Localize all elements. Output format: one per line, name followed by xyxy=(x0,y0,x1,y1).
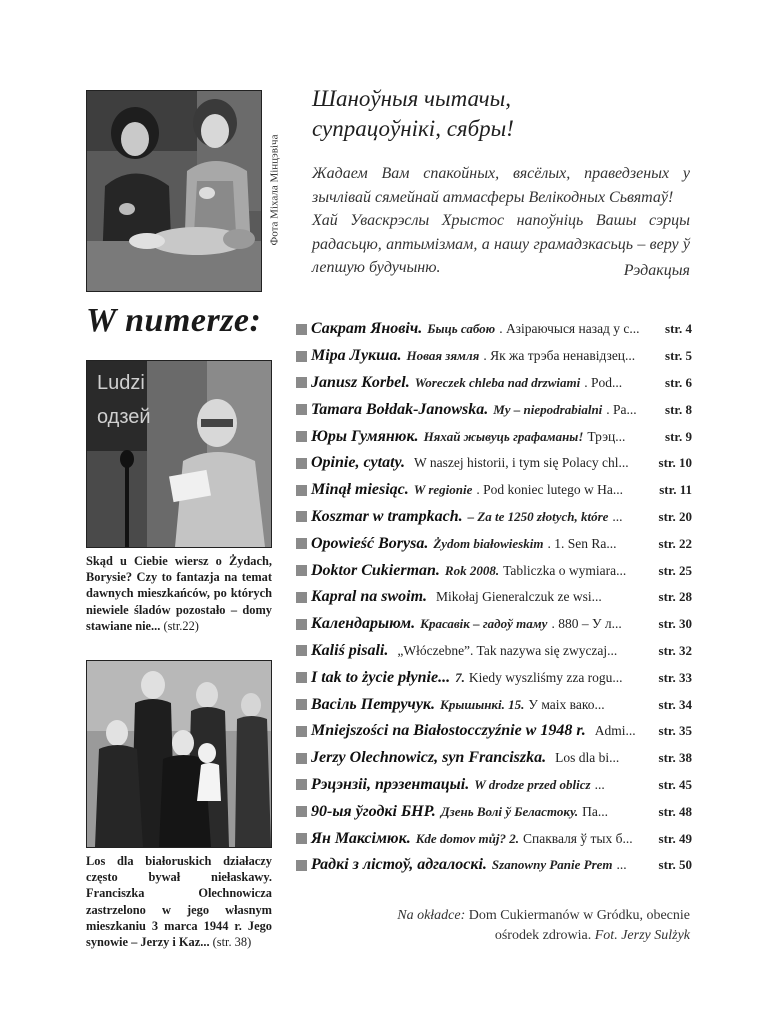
toc-entry-excerpt: У маіх вако... xyxy=(528,696,605,712)
cover-note-text: Dom Cukiermanów w Gródku, obecnie ośrodek zdrowia. xyxy=(468,908,690,943)
toc-entry-excerpt: . Pod... xyxy=(584,374,623,390)
toc-entry-excerpt: „Włóczebne”. Tak nazywa się zwyczaj... xyxy=(397,642,618,658)
toc-bullet-square-icon xyxy=(296,672,307,683)
toc-entry-title: Woreczek chleba nad drzwiami xyxy=(414,374,581,390)
toc-entry[interactable] xyxy=(296,691,692,718)
toc-entry-page: str. 35 xyxy=(658,723,692,739)
caption-2-ref: (str. 38) xyxy=(212,935,252,950)
cover-note-photo: Fot. Jerzy Sulżyk xyxy=(594,928,690,943)
toc-entry-excerpt: Los dla bi... xyxy=(555,750,620,766)
caption-1 xyxy=(86,553,272,634)
toc-entry-author: 90-ыя ўгодкі БНР. xyxy=(311,802,436,820)
toc-entry-page: str. 6 xyxy=(665,374,692,390)
toc-entry-excerpt: ... xyxy=(616,857,627,873)
toc-bullet-square-icon xyxy=(296,565,307,576)
toc-bullet-square-icon xyxy=(296,485,307,496)
toc-entry[interactable] xyxy=(296,396,692,423)
toc-entry-page: str. 30 xyxy=(658,616,692,632)
toc-entry-page: str. 5 xyxy=(665,348,692,364)
toc-entry-title: Крышынкі. 15. xyxy=(440,696,525,712)
toc-entry-page: str. 50 xyxy=(658,857,692,873)
toc-entry-page: str. 28 xyxy=(658,589,692,605)
toc-bullet-square-icon xyxy=(296,377,307,388)
greeting-paragraph-1: Жадаем Вам спакойных, вясёлых, праведзеных у зычлівай сямейнай атмасферы Велікодных Сьвятаў! xyxy=(312,165,690,206)
toc-entry-page: str. 34 xyxy=(658,696,692,712)
toc-entry-page: str. 32 xyxy=(658,642,692,658)
toc-entry-page: str. 10 xyxy=(658,455,692,471)
toc-entry-excerpt: . Pa... xyxy=(606,401,637,417)
table-of-contents xyxy=(296,316,692,879)
toc-entry-excerpt: W naszej historii, i tym się Polacy chl... xyxy=(414,455,629,471)
toc-entry[interactable] xyxy=(296,825,692,852)
toc-entry-excerpt: . Як жа трэба ненавідзец... xyxy=(483,348,636,364)
toc-bullet-square-icon xyxy=(296,860,307,871)
toc-entry[interactable] xyxy=(296,772,692,799)
toc-entry-page: str. 33 xyxy=(658,669,692,685)
greeting-paragraph-2: Хай Уваскрэслы Хрыстос напоўніць Вашы сэрцы радасьцю, аптымізмам, а нашу грамадзкасьць – веру ў лепшую будучыню. xyxy=(312,212,690,276)
toc-bullet-square-icon xyxy=(296,324,307,335)
toc-entry[interactable] xyxy=(296,745,692,772)
toc-entry-page: str. 48 xyxy=(658,803,692,819)
toc-entry-author: Opowieść Borysa. xyxy=(311,534,429,552)
toc-entry-title: Красавік – гадоў таму xyxy=(420,616,548,632)
toc-entry-title: My – niepodrabialni xyxy=(493,401,603,417)
toc-entry-author: Юры Гумянюк. xyxy=(311,427,419,445)
toc-bullet-square-icon xyxy=(296,351,307,362)
toc-entry-excerpt: ... xyxy=(612,508,623,524)
toc-entry-author: Jerzy Olechnowicz, syn Franciszka. xyxy=(311,749,547,767)
toc-bullet-square-icon xyxy=(296,404,307,415)
toc-entry-page: str. 9 xyxy=(665,428,692,444)
toc-entry-excerpt: Tabliczka o wymiara... xyxy=(503,562,627,578)
toc-entry-title: Szanowny Panie Prem xyxy=(491,857,613,873)
toc-entry-author: Kapral na swoim. xyxy=(311,588,428,606)
cover-note xyxy=(380,906,690,946)
toc-entry-author: Сакрат Яновіч. xyxy=(311,320,423,338)
section-heading: W numerze: xyxy=(86,302,262,339)
toc-entry[interactable] xyxy=(296,611,692,638)
toc-bullet-square-icon xyxy=(296,726,307,737)
toc-bullet-square-icon xyxy=(296,753,307,764)
toc-entry-title: W regionie xyxy=(413,482,473,498)
toc-entry[interactable] xyxy=(296,638,692,665)
toc-entry-excerpt: Трэц... xyxy=(587,428,626,444)
toc-entry-title: – Za te 1250 złotych, które xyxy=(467,508,609,524)
toc-entry-excerpt: . Азіраючыся назад у с... xyxy=(499,321,640,337)
toc-entry-excerpt: . 1. Sen Ra... xyxy=(547,535,617,551)
toc-entry-page: str. 49 xyxy=(658,830,692,846)
caption-2 xyxy=(86,853,272,950)
toc-entry[interactable] xyxy=(296,504,692,531)
toc-bullet-square-icon xyxy=(296,511,307,522)
toc-entry-author: Tamara Bołdak-Janowska. xyxy=(311,400,489,418)
cover-note-label: Na okładce: xyxy=(397,908,466,923)
photo-family-portrait xyxy=(86,660,272,848)
toc-entry-author: Васіль Петручук. xyxy=(311,695,436,713)
toc-entry-page: str. 22 xyxy=(658,535,692,551)
toc-entry[interactable] xyxy=(296,450,692,477)
toc-entry-excerpt: . Pod koniec lutego w Ha... xyxy=(476,482,624,498)
toc-entry-title: Новая зямля xyxy=(406,348,480,364)
toc-bullet-square-icon xyxy=(296,779,307,790)
toc-entry[interactable] xyxy=(296,557,692,584)
toc-entry-author: I tak to życie płynie... xyxy=(311,668,451,686)
toc-bullet-square-icon xyxy=(296,619,307,630)
toc-entry-title: Дзень Волі ў Беластоку. xyxy=(440,803,579,819)
toc-entry-author: Janusz Korbel. xyxy=(311,373,410,391)
toc-bullet-square-icon xyxy=(296,538,307,549)
toc-bullet-square-icon xyxy=(296,645,307,656)
greeting-title-line2: супрацоўнікі, сябры! xyxy=(312,116,514,141)
photo-man-reading xyxy=(86,360,272,548)
toc-entry[interactable] xyxy=(296,370,692,397)
toc-entry-author: Mniejszości na Białostocczyźnie w 1948 r. xyxy=(311,722,586,740)
toc-entry-title: Rok 2008. xyxy=(444,562,500,578)
toc-entry-title: Няхай жывуць графаманы! xyxy=(423,428,584,444)
toc-bullet-square-icon xyxy=(296,699,307,710)
toc-entry[interactable] xyxy=(296,343,692,370)
greeting-title xyxy=(312,84,712,144)
greeting-title-line1: Шаноўныя чытачы, xyxy=(312,86,511,111)
toc-entry-author: Opinie, cytaty. xyxy=(311,454,406,472)
toc-entry[interactable] xyxy=(296,852,692,879)
photo-women-kitchen xyxy=(86,90,262,292)
toc-entry-page: str. 45 xyxy=(658,776,692,792)
toc-entry[interactable] xyxy=(296,584,692,611)
toc-entry-page: str. 4 xyxy=(665,321,692,337)
toc-entry[interactable] xyxy=(296,798,692,825)
toc-bullet-square-icon xyxy=(296,806,307,817)
toc-entry-page: str. 25 xyxy=(658,562,692,578)
greeting-signature: Рэдакцыя xyxy=(623,262,690,279)
toc-entry-excerpt: Спакваля ў тых б... xyxy=(522,830,633,846)
toc-entry-page: str. 8 xyxy=(665,401,692,417)
toc-entry-author: Koszmar w trampkach. xyxy=(311,507,463,525)
toc-entry-excerpt: Па... xyxy=(582,803,609,819)
toc-entry-author: Рэцэнзіі, прэзентацыі. xyxy=(311,775,470,793)
toc-entry-author: Doktor Cukierman. xyxy=(311,561,440,579)
toc-bullet-square-icon xyxy=(296,458,307,469)
caption-2-text: Los dla białoruskich działaczy często bywał niełaskawy. Franciszka Olechnowicza zastrzelono w jego własnym mieszkaniu 3 marca 1944 r. Jego synowie – Jerzy i Kaz... xyxy=(86,854,272,950)
toc-entry-title: 7. xyxy=(455,669,465,685)
toc-entry[interactable] xyxy=(296,477,692,504)
toc-bullet-square-icon xyxy=(296,431,307,442)
toc-bullet-square-icon xyxy=(296,592,307,603)
toc-entry-excerpt: Kiedy wyszliśmy zza rogu... xyxy=(468,669,623,685)
svg-text:Ludzi: Ludzi xyxy=(97,372,145,394)
toc-entry-author: Kaliś pisali. xyxy=(311,641,389,659)
toc-entry-title: Быць сабою xyxy=(427,321,496,337)
toc-entry[interactable] xyxy=(296,664,692,691)
toc-entry-author: Радкі з лістоў, адгалоскі. xyxy=(311,856,487,874)
toc-entry-author: Календарыюм. xyxy=(311,615,416,633)
toc-entry-excerpt: ... xyxy=(594,776,605,792)
toc-entry-excerpt: . 880 – У л... xyxy=(551,616,622,632)
photo-credit: Фота Міхала Мінцэвіча xyxy=(268,134,281,246)
toc-entry[interactable] xyxy=(296,316,692,343)
toc-entry-author: Ян Максімюк. xyxy=(311,829,411,847)
caption-1-ref: (str.22) xyxy=(163,618,199,633)
toc-entry-excerpt: Admi... xyxy=(594,723,636,739)
svg-text:одзей: одзей xyxy=(97,406,151,428)
toc-entry-title: Żydom białowieskim xyxy=(433,535,544,551)
toc-entry-page: str. 38 xyxy=(658,750,692,766)
caption-1-text: Skąd u Ciebie wiersz o Żydach, Borysie? Czy to fantazja na temat dawnych mieszkańców, po których niewiele śladów pozostało – domy stawiane nie... xyxy=(86,554,272,633)
toc-bullet-square-icon xyxy=(296,833,307,844)
toc-entry-excerpt: Mikołaj Gieneralczuk ze wsi... xyxy=(436,589,602,605)
toc-entry[interactable] xyxy=(296,530,692,557)
toc-entry-page: str. 11 xyxy=(659,482,692,498)
toc-entry-title: W drodze przed oblicz xyxy=(474,776,591,792)
toc-entry[interactable] xyxy=(296,718,692,745)
toc-entry-author: Міра Лукша. xyxy=(311,347,402,365)
toc-entry-page: str. 20 xyxy=(658,508,692,524)
toc-entry[interactable] xyxy=(296,423,692,450)
toc-entry-author: Minął miesiąc. xyxy=(311,481,409,499)
toc-entry-title: Kde domov můj? 2. xyxy=(415,830,519,846)
